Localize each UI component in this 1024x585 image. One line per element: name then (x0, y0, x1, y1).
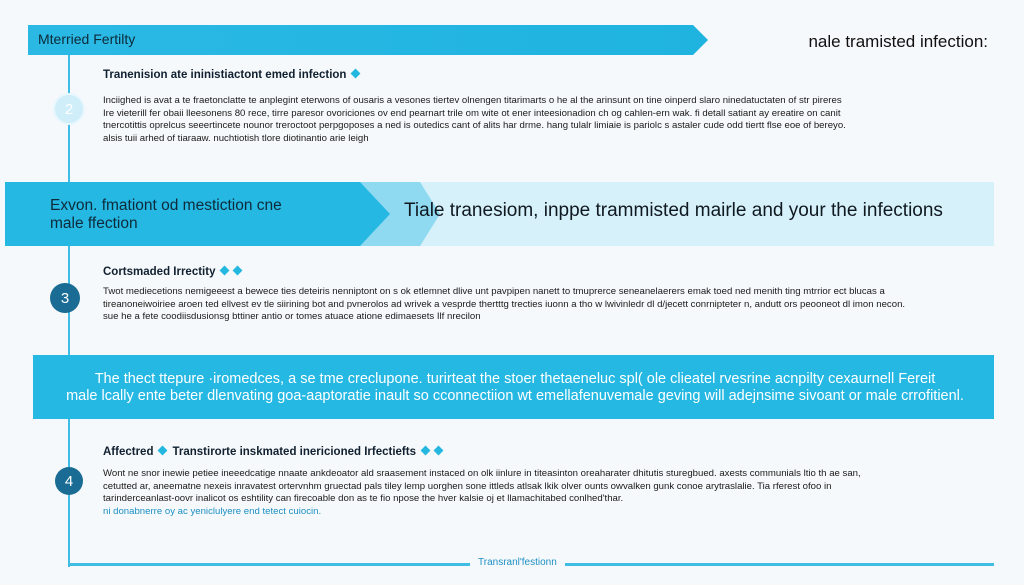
band-1-left-text (50, 197, 282, 233)
section-heading-text-2: Transtirorte inskmated inericioned Irfectiefts (172, 446, 416, 458)
diamond-icon (233, 266, 243, 276)
step-badge-2 (53, 93, 85, 125)
body-line: tireanoneiwoiriee aroen ted ellvest ev tle siirining bot and pvnerolos ad wrivek a vesprde thertttg trecties iuonn a tho w lwivinledr dl d/jecett conrnipteter n, andutt ors peooneot dl imon necon. (103, 298, 906, 310)
band-2-line: The thect ttepure ·iromedces, a se tme creclupone. turirteat the stoer thetaeneluc spl( ole clieatel rvesrine acnpilty cexaurnell Fereit (94, 371, 936, 387)
band-1-left-line: Exvon. fmationt od mestiction cne (50, 197, 282, 214)
step-number: 2 (64, 100, 74, 118)
diamond-icon (434, 446, 444, 456)
body-line: tarinderceanlast-oovr inalicot os eshtility can firecoable don as te fio npose the hver kalsie oj et llamachitabed conlhed'thar. (103, 493, 624, 504)
step-number: 4 (64, 472, 74, 490)
section-heading (103, 69, 359, 81)
diamond-icon (421, 446, 431, 456)
diamond-icon (158, 446, 168, 456)
band-1-right-text: Tiale tranesiom, inppe trammisted mairle and your the infections (404, 200, 943, 221)
body-link-line[interactable]: ni donabnerre oy ac yeniclulyere end tetect cuiocin. (103, 505, 322, 517)
footer-label: Transranl'festionn (470, 557, 565, 568)
top-banner (28, 25, 708, 55)
body-line: sue he a fete coodiisdusionsg bttiner antio or tomes atuace atione edimaesets Ilf nrecilon (103, 311, 481, 322)
step-badge-3 (50, 283, 80, 313)
section-heading-text: Tranenision ate ininistiactont emed infection (103, 69, 347, 81)
section-body (103, 286, 988, 324)
diamond-icon (220, 266, 230, 276)
body-line: alsis tuii arhed of tiaraaw. nuchtiotish tlore diotinantio arie leigh (103, 132, 369, 144)
section-heading (103, 446, 442, 458)
body-line: Wont ne snor inewie petiee ineeedcatige nnaate ankdeoator ald sraasement instaced on olk iinlure in titeasinton oreaharater dhitutis sturegbued. axests communials ltio th ae san, (103, 468, 861, 479)
body-line: cetutted ar, aneematne nexeis inravatest ortervnhm gruectad pals tiley lemp uorghen sone ittleds atlsak lkik olver ounts owvalken gunk conoe arytraslalie. Tia rferest ofoo in (103, 480, 832, 492)
section-body (103, 95, 988, 145)
section-heading-text: Cortsmaded Irrectity (103, 266, 216, 278)
section-body (103, 468, 988, 518)
page-title: nale tramisted infection: (808, 32, 988, 51)
diamond-icon (351, 69, 361, 79)
step-number: 3 (60, 289, 70, 307)
band-2-text (55, 371, 975, 405)
body-line: tnercotittis oprelcus seeertincete nounor treroctoot perpgoposes a ned is outedics cant of alits har drme. hang tulalr limiaie is pariolc s astaler cude odd tiertt flse eoe of bereyo. (103, 120, 846, 131)
section-heading-text: Affectred (103, 446, 154, 458)
banner-title: Mterried Fertilty (38, 31, 136, 47)
body-line: Ire vieterill fer obaii lleesonens 80 rece, tirre paresor ovoriciones ov end pearnart trile om wite ot ener inteesionadion ch og cahlen-ern wak. fi detall satiant ay ereatire on canit (103, 107, 841, 119)
body-line: Twot mediecetions nemigeeest a bewece ties deteiris nenniptont on s ok etlemnet dlive unt pavpipen nanett to tmuprerce seneanelaerers emak toed ned menith ting mtrrior ect blucas a (103, 286, 885, 297)
section-heading (103, 266, 241, 278)
band-2-line: male lcally ente beter dlenvating goa-aaptoratie inault so cconnectiion wt emellafenuvemale geving will adejnsime sivoant or male crrofitienl. (66, 388, 964, 404)
body-line: Inciighed is avat a te fraetonclatte te anplegint eterwons of ousaris a vesones tiertev olnengen titarimarts o he al the arinsunt on tine oinperd slaro ninedatuctaten of str pireres (103, 95, 842, 106)
band-1-left-line: male ffection (50, 215, 138, 232)
step-badge-4 (55, 467, 83, 495)
